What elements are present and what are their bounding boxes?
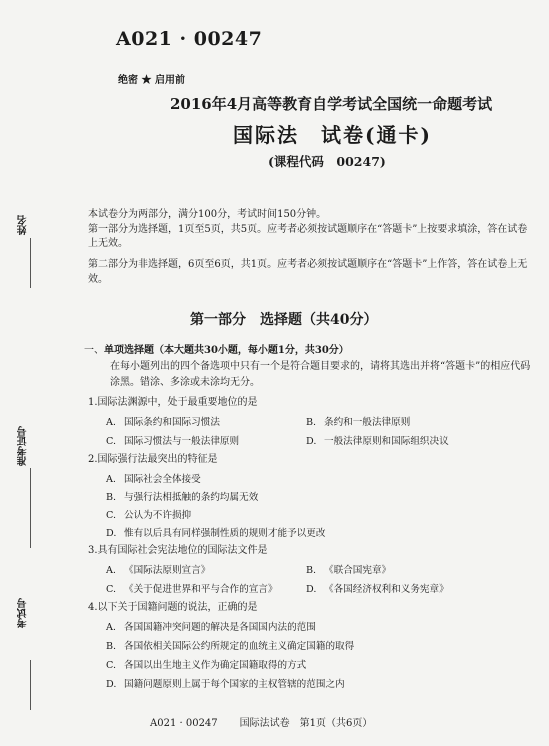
intro-line-3: 第二部分为非选择题，6页至6页，共1页。应考者必须按试题顺序在“答题卡”上作答，答在试卷上无效。 [88, 259, 528, 285]
subject-title: 国际法 试卷(通卡) [233, 123, 432, 147]
option-2c: C. 公认为不许损抑 [106, 510, 192, 521]
question-1 [88, 395, 528, 411]
option-2b: B. 与强行法相抵触的条约均属无效 [106, 492, 259, 503]
option-3c: C. 《关于促进世界和平与合作的宣言》 [106, 584, 278, 595]
option-1b: B. 条约和一般法律原则 [306, 417, 411, 428]
question-stem: 具有国际社会宪法地位的国际法文件是 [97, 545, 268, 556]
option-2a: A. 国际社会全体接受 [106, 474, 201, 485]
option-4a: A. 各国国籍冲突问题的解决是各国国内法的范围 [106, 622, 316, 633]
section-spec: （本大题共30小题，每小题1分，共30分） [154, 345, 349, 356]
margin-name-line [30, 238, 31, 288]
question-stem: 以下关于国籍问题的说法，正确的是 [97, 602, 258, 613]
margin-exam-line [30, 660, 31, 710]
paper-code: A021 · 00247 [116, 28, 263, 50]
section-number: 一、 [84, 345, 104, 356]
section-heading [84, 343, 534, 391]
question-number: 1. [88, 397, 98, 408]
intro-block [88, 208, 534, 252]
course-code: (课程代码 00247) [268, 154, 386, 169]
option-4b: B. 各国依相关国际公约所规定的血统主义确定国籍的取得 [106, 641, 355, 652]
margin-ticket-label: 准考证号 [18, 426, 29, 466]
section-instruction: 在每小题列出的四个备选项中只有一个是符合题目要求的，请将其选出并将“答题卡”的相应代码涂黑。错涂、多涂或未涂均无分。 [110, 361, 531, 388]
footer-page-info: 国际法试卷 第1页（共6页） [239, 718, 373, 729]
margin-ticket-line [30, 468, 31, 548]
question-stem: 国际法渊源中，处于最重要地位的是 [97, 397, 258, 408]
exam-title: 2016年4月高等教育自学考试全国统一命题考试 [170, 95, 493, 113]
question-2 [88, 452, 218, 468]
page-footer [150, 714, 372, 729]
question-number: 4. [88, 602, 98, 613]
option-4c: C. 各国以出生地主义作为确定国籍取得的方式 [106, 660, 307, 671]
question-number: 3. [88, 545, 98, 556]
intro-line-2: 第一部分为选择题，1页至5页，共5页。应考者必须按试题顺序在“答题卡”上按要求填涂，答在试卷上无效。 [88, 223, 528, 249]
option-3d: D. 《各国经济权利和义务宪章》 [306, 584, 449, 595]
margin-exam-label: 考试号 [18, 598, 29, 628]
section-label: 单项选择题 [104, 345, 154, 356]
intro-line-1: 本试卷分为两部分，满分100分，考试时间150分钟。 [88, 209, 327, 220]
footer-code: A021 · 00247 [150, 718, 218, 729]
question-stem: 国际强行法最突出的特征是 [97, 454, 218, 465]
option-3a: A. 《国际法原则宣言》 [106, 565, 211, 576]
question-number: 2. [88, 454, 98, 465]
secrecy-mark: 绝密 ★ 启用前 [118, 75, 185, 86]
margin-name-label: 姓名 [18, 215, 29, 235]
option-2d: D. 惟有以后具有同样强制性质的规则才能予以更改 [106, 528, 326, 539]
option-3b: B. 《联合国宪章》 [306, 565, 392, 576]
part-one-title: 第一部分 选择题（共40分） [190, 312, 378, 328]
option-1c: C. 国际习惯法与一般法律原则 [106, 436, 240, 447]
question-4 [88, 600, 258, 616]
option-1a: A. 国际条约和国际习惯法 [106, 417, 220, 428]
option-4d: D. 国籍问题原则上属于每个国家的主权管辖的范围之内 [106, 679, 345, 690]
question-3 [88, 543, 268, 559]
option-1d: D. 一般法律原则和国际组织决议 [306, 436, 449, 447]
